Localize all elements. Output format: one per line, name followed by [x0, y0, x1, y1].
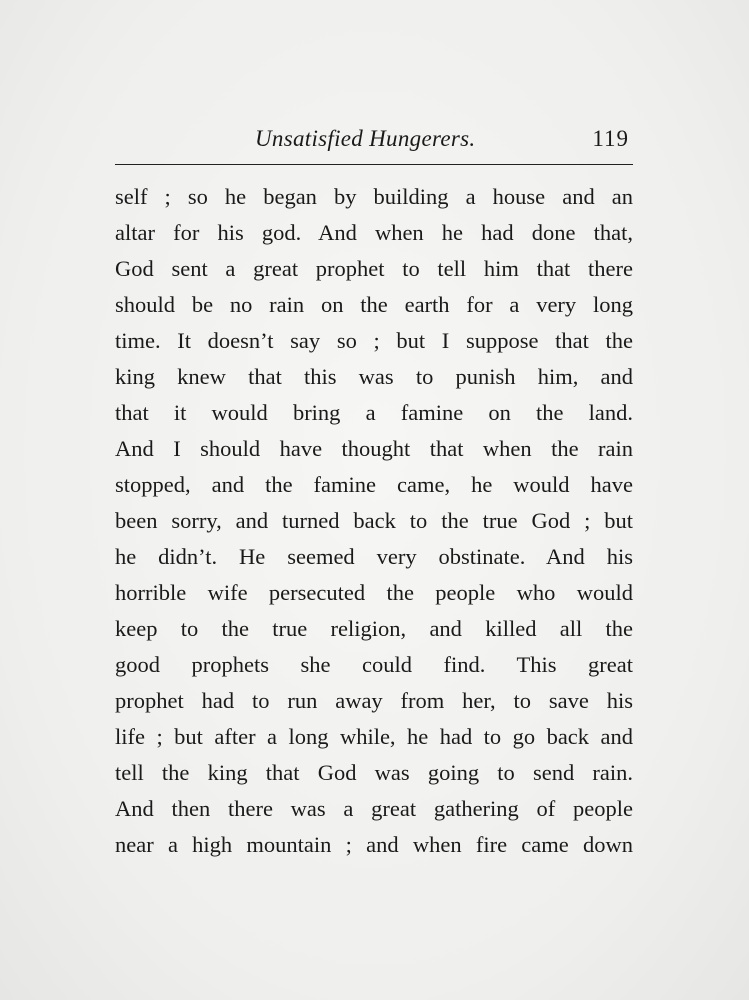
text-line: tell the king that God was going to send rain.	[115, 760, 633, 785]
text-line: been sorry, and turned back to the true God ; but	[115, 508, 633, 533]
header-rule	[115, 164, 633, 165]
text-line: good prophets she could find. This great	[115, 652, 633, 677]
text-line: he didn’t. He seemed very obstinate. And his	[115, 544, 633, 569]
text-line: And I should have thought that when the rain	[115, 436, 633, 461]
text-line: that it would bring a famine on the land.	[115, 400, 633, 425]
running-head	[115, 126, 633, 156]
text-line: should be no rain on the earth for a very long	[115, 292, 633, 317]
running-head-title: Unsatisfied Hungerers.	[255, 126, 476, 151]
text-line: prophet had to run away from her, to save his	[115, 688, 633, 713]
text-line: altar for his god. And when he had done that,	[115, 220, 633, 245]
text-line: king knew that this was to punish him, and	[115, 364, 633, 389]
text-line: self ; so he began by building a house and an	[115, 184, 633, 209]
text-line: keep to the true religion, and killed all the	[115, 616, 633, 641]
text-line: near a high mountain ; and when fire came down	[115, 832, 633, 857]
text-line: life ; but after a long while, he had to go back and	[115, 724, 633, 749]
text-line: And then there was a great gathering of people	[115, 796, 633, 821]
text-line: horrible wife persecuted the people who would	[115, 580, 633, 605]
text-line: stopped, and the famine came, he would have	[115, 472, 633, 497]
body-text	[115, 179, 633, 863]
page-number: 119	[592, 126, 629, 151]
text-line: God sent a great prophet to tell him that there	[115, 256, 633, 281]
text-line: time. It doesn’t say so ; but I suppose that the	[115, 328, 633, 353]
